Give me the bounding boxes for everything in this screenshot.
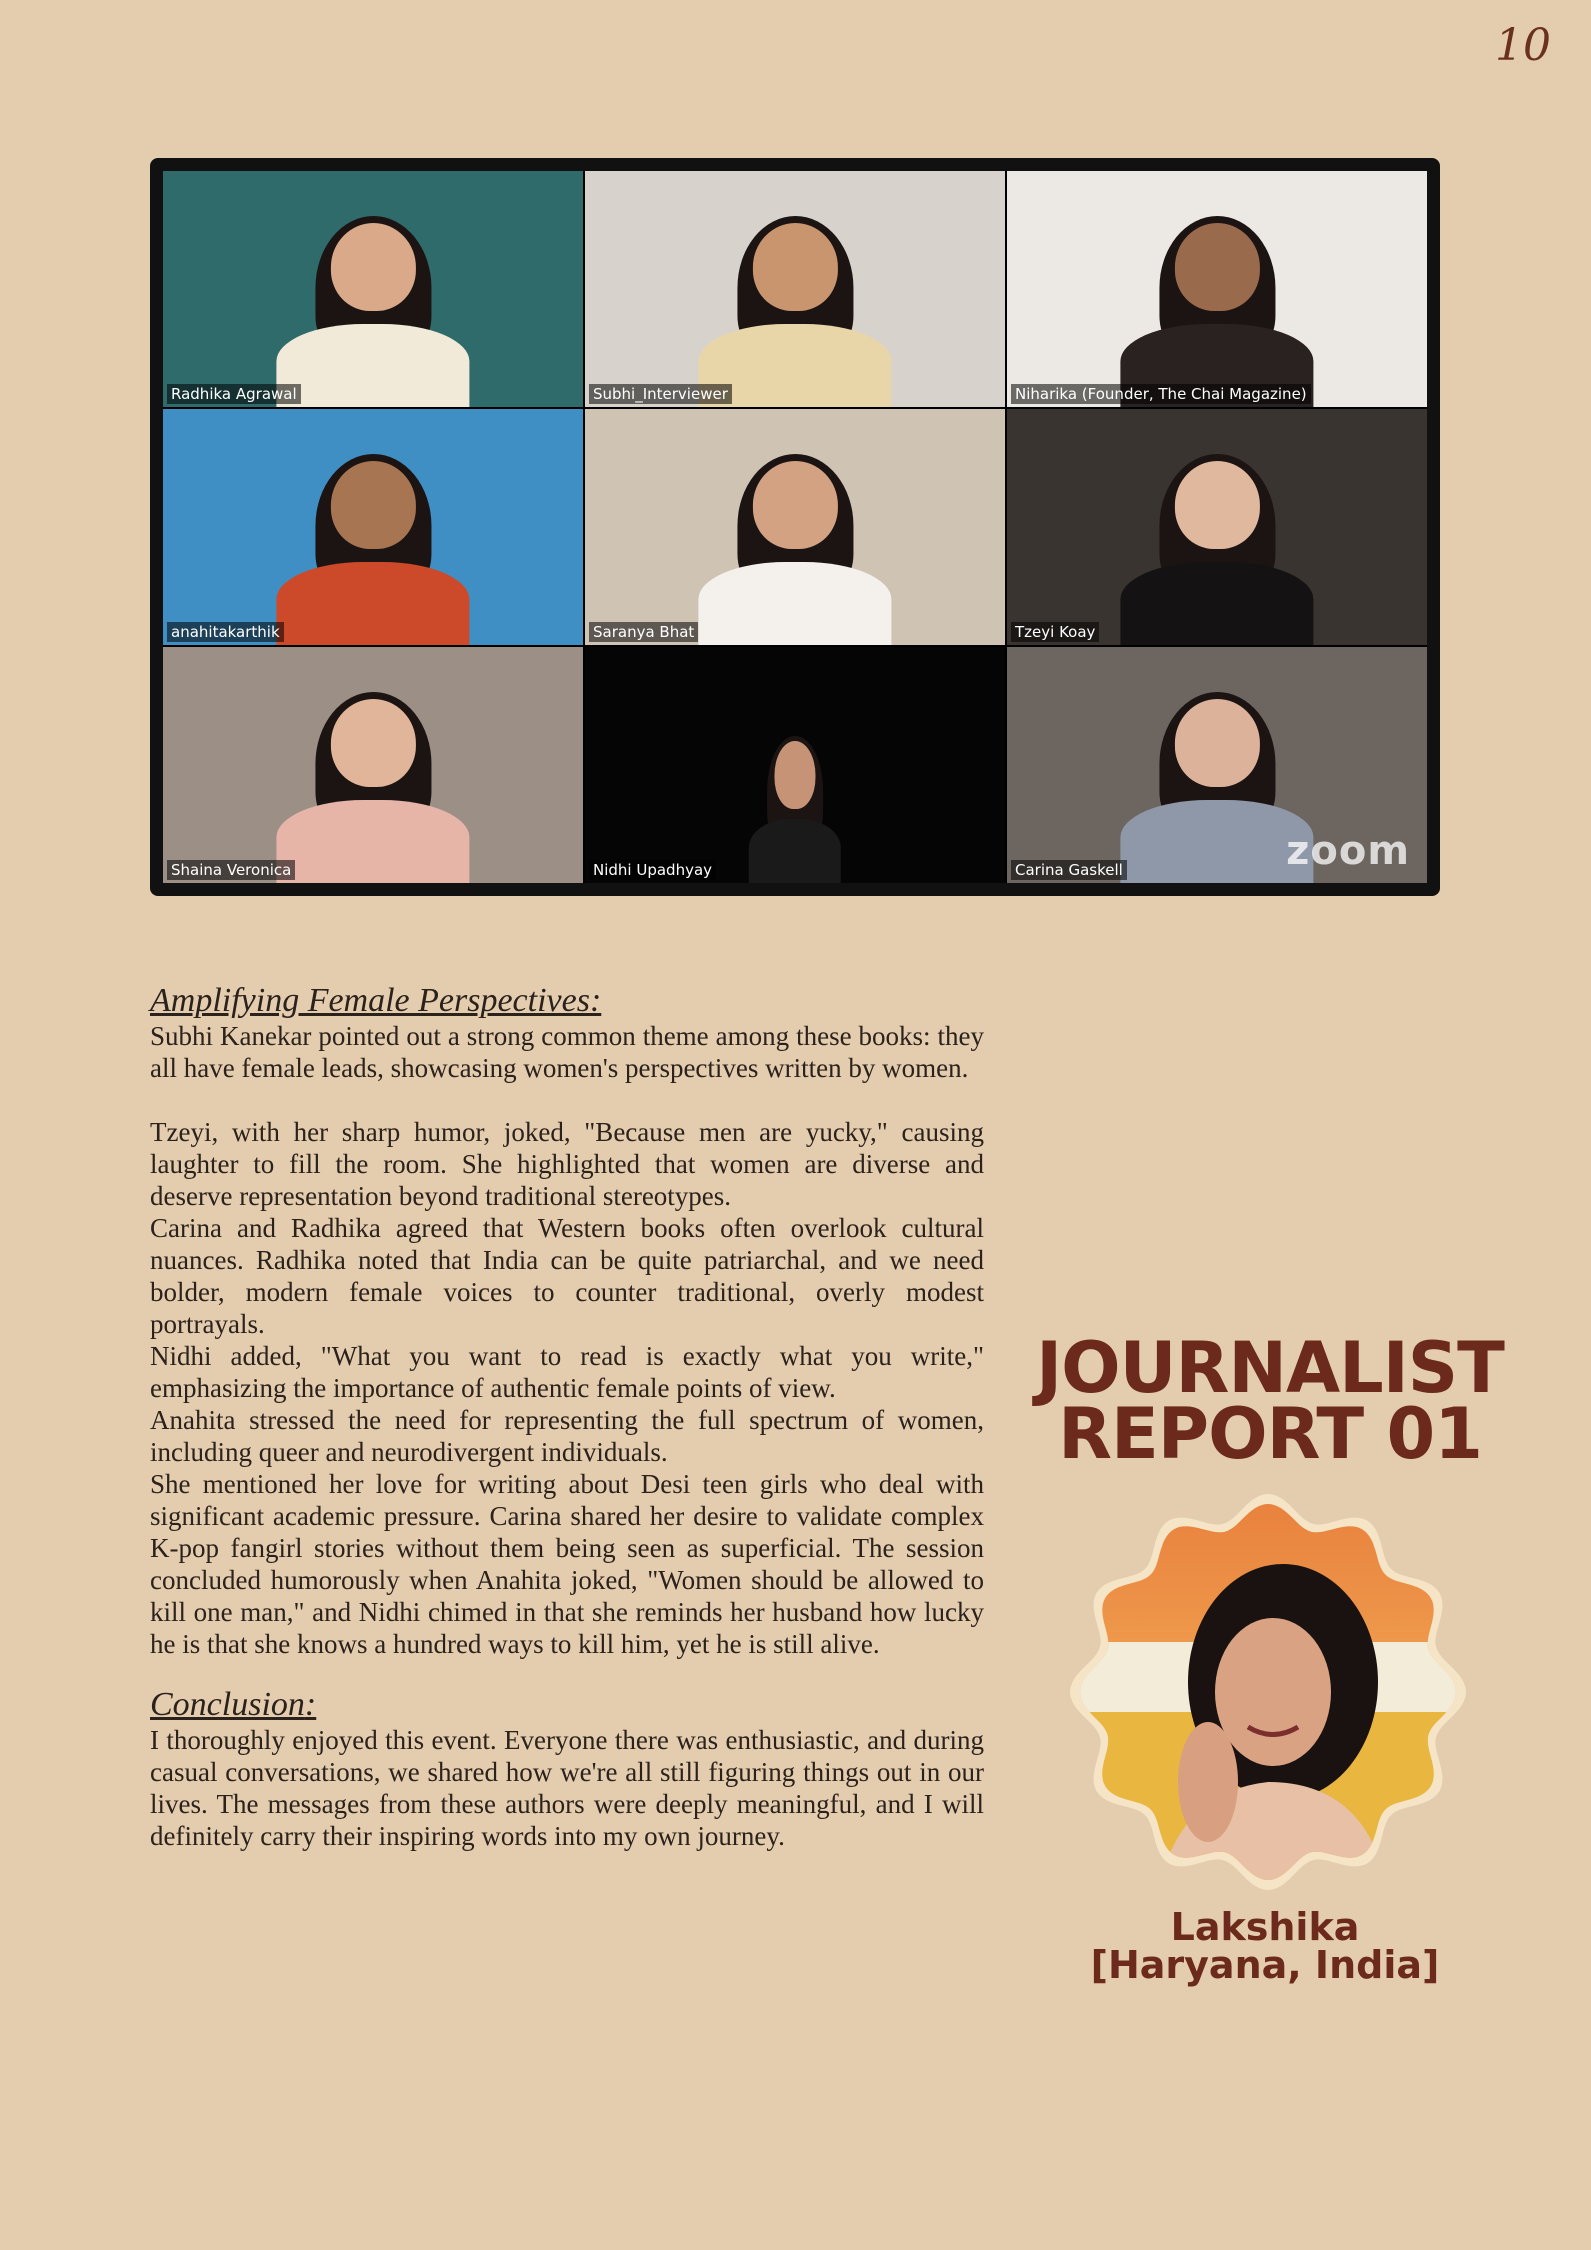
- participant-grid: [163, 171, 1427, 883]
- heading-colon: :: [304, 1686, 317, 1723]
- participant-tile[interactable]: [585, 171, 1005, 407]
- section-heading-conclusion: [150, 1686, 984, 1724]
- participant-name-label: Radhika Agrawal: [167, 384, 301, 404]
- journalist-name: [1030, 1905, 1500, 1987]
- participant-video-figure: [276, 461, 469, 645]
- participant-name-label: anahitakarthik: [167, 622, 284, 642]
- participant-tile[interactable]: [585, 409, 1005, 645]
- journalist-portrait: [1068, 1492, 1468, 1892]
- section-heading-amplifying: Amplifying Female Perspectives:: [150, 982, 602, 1019]
- participant-video-figure: [1120, 699, 1313, 883]
- participant-video-figure: [698, 223, 891, 407]
- participant-tile[interactable]: [163, 409, 583, 645]
- report-title: [1030, 1327, 1510, 1475]
- participant-name-label: Nidhi Upadhyay: [589, 860, 716, 880]
- conclusion-heading-text: Conclusion: [150, 1686, 305, 1723]
- participant-video-figure: [1120, 461, 1313, 645]
- participant-name-label: Tzeyi Koay: [1011, 622, 1099, 642]
- journalist-name-line: Lakshika: [1170, 1905, 1360, 1949]
- report-title-line-1: JOURNALIST: [1036, 1327, 1504, 1409]
- participant-video-figure: [276, 699, 469, 883]
- report-title-line-2: REPORT 01: [1058, 1393, 1482, 1475]
- participant-video-figure: [749, 741, 841, 883]
- participant-video-figure: [698, 461, 891, 645]
- participant-video-figure: [276, 223, 469, 407]
- participant-tile[interactable]: [163, 647, 583, 883]
- participant-tile[interactable]: [163, 171, 583, 407]
- participant-tile[interactable]: [1007, 409, 1427, 645]
- participant-tile[interactable]: [585, 647, 1005, 883]
- participant-tile[interactable]: [1007, 171, 1427, 407]
- participant-name-label: Carina Gaskell: [1011, 860, 1127, 880]
- participant-name-label: Niharika (Founder, The Chai Magazine): [1011, 384, 1311, 404]
- article-body: [150, 982, 984, 1852]
- paragraph: Anahita stressed the need for representing the full spectrum of women, including queer and neurodivergent individuals.: [150, 1405, 984, 1467]
- paragraph: Subhi Kanekar pointed out a strong common theme among these books: they all have female leads, showcasing women's perspectives written by women.: [150, 1021, 984, 1083]
- paragraph: Carina and Radhika agreed that Western books often overlook cultural nuances. Radhika noted that India can be quite patriarchal, and we need bolder, modern female voices to counter traditional, overly modest portrayals.: [150, 1213, 984, 1339]
- paragraph: Tzeyi, with her sharp humor, joked, "Because men are yucky," causing laughter to fill the room. She highlighted that women are diverse and deserve representation beyond traditional stereotypes.: [150, 1117, 984, 1211]
- paragraph: Nidhi added, "What you want to read is exactly what you write," emphasizing the importance of authentic female points of view.: [150, 1341, 984, 1403]
- paragraph: I thoroughly enjoyed this event. Everyone there was enthusiastic, and during casual conversations, we shared how we're all still figuring things out in our lives. The messages from these authors were deeply meaningful, and I will definitely carry their inspiring words into my own journey.: [150, 1725, 984, 1851]
- paragraph: She mentioned her love for writing about Desi teen girls who deal with significant academic pressure. Carina shared her desire to validate complex K-pop fangirl stories without them being seen as superficial. The session concluded humorously when Anahita joked, "Women should be allowed to kill one man," and Nidhi chimed in that she reminds her husband how lucky he is that she knows a hundred ways to kill him, yet he is still alive.: [150, 1469, 984, 1659]
- participant-name-label: Saranya Bhat: [589, 622, 698, 642]
- participant-name-label: Subhi_Interviewer: [589, 384, 732, 404]
- participant-video-figure: [1120, 223, 1313, 407]
- page-number: 10: [1495, 20, 1551, 71]
- zoom-logo: zoom: [1286, 828, 1410, 874]
- zoom-call-screenshot: [150, 158, 1440, 896]
- participant-name-label: Shaina Veronica: [167, 860, 295, 880]
- journalist-location: [Haryana, India]: [1090, 1943, 1440, 1987]
